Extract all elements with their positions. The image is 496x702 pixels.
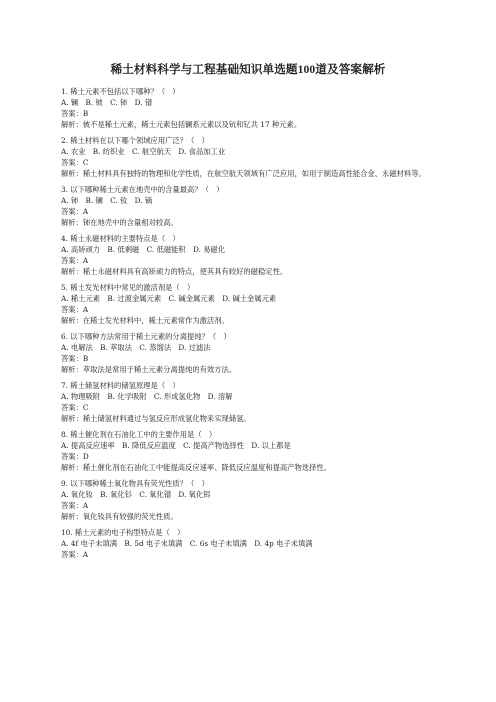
question-stem: 4. 稀土永磁材料的主要特点是（ ） <box>61 234 180 244</box>
question-answer: 答案：A <box>61 304 89 314</box>
question-explanation: 解析：稀土储氢材料通过与氢反应形成氢化物来实现储氢。 <box>61 413 251 423</box>
question-answer: 答案：A <box>61 500 89 510</box>
question-explanation: 解析：铍不是稀土元素，稀土元素包括镧系元素以及钪和钇共 17 种元素。 <box>61 119 302 129</box>
question-options: A. 高矫顽力 B. 低剩磁 C. 低磁能积 D. 易磁化 <box>61 244 226 254</box>
question-options: A. 农业 B. 纺织业 C. 航空航天 D. 食品加工业 <box>61 146 226 156</box>
question-answer: 答案：D <box>61 451 89 461</box>
question-stem: 8. 稀土催化剂在石油化工中的主要作用是（ ） <box>61 430 217 440</box>
question-2 <box>61 136 441 180</box>
question-answer: 答案：C <box>61 402 89 412</box>
question-stem: 7. 稀土储氢材料的储氢原理是（ ） <box>61 381 180 391</box>
question-explanation: 解析：铈在地壳中的含量相对较高。 <box>61 217 178 227</box>
question-answer: 答案：A <box>61 549 89 559</box>
question-stem: 10. 稀土元素的电子构型特点是（ ） <box>61 528 185 538</box>
question-answer: 答案：B <box>61 108 89 118</box>
question-8 <box>61 430 441 474</box>
question-7 <box>61 381 441 425</box>
question-stem: 1. 稀土元素不包括以下哪种？（ ） <box>61 87 180 96</box>
question-options: A. 物理吸附 B. 化学吸附 C. 形成氢化物 D. 溶解 <box>61 392 233 401</box>
question-answer: 答案：B <box>61 353 89 363</box>
question-stem: 9. 以下哪种稀土氧化物具有荧光性质？（ ） <box>61 479 209 489</box>
question-10 <box>61 528 441 561</box>
question-options: A. 提高反应速率 B. 降低反应温度 C. 提高产物选择性 D. 以上都是 <box>61 441 291 451</box>
question-explanation: 解析：稀土催化剂在石油化工中能提高反应速率、降低反应温度和提高产物选择性。 <box>61 462 331 472</box>
question-3 <box>61 185 441 229</box>
question-stem: 3. 以下哪种稀土元素在地壳中的含量最高？（ ） <box>61 185 224 195</box>
question-answer: 答案：C <box>61 157 89 167</box>
question-answer: 答案：A <box>61 206 89 216</box>
question-6 <box>61 332 441 376</box>
question-explanation: 解析：稀土材料具有独特的物理和化学性质，在航空航天领域有广泛应用，如用于制造高性能合金、永磁材料等。 <box>61 168 426 178</box>
question-4 <box>61 234 441 278</box>
question-stem: 6. 以下哪种方法常用于稀土元素的分离提纯？（ ） <box>61 332 231 342</box>
question-explanation: 解析：在稀土发光材料中，稀土元素常作为激活剂。 <box>61 315 229 325</box>
question-options: A. 镧 B. 铍 C. 铈 D. 镨 <box>61 97 153 107</box>
question-options: A. 稀土元素 B. 过渡金属元素 C. 碱金属元素 D. 碱土金属元素 <box>61 293 277 303</box>
question-1 <box>61 87 441 131</box>
question-explanation: 解析：萃取法是常用于稀土元素分离提纯的有效方法。 <box>61 364 237 374</box>
question-options: A. 氧化钕 B. 氧化钐 C. 氧化镨 D. 氧化铒 <box>61 490 211 500</box>
question-stem: 5. 稀土发光材料中常见的激活剂是（ ） <box>61 283 195 293</box>
question-explanation: 解析：氧化钕具有较强的荧光性质。 <box>61 511 178 521</box>
question-explanation: 解析：稀土永磁材料具有高矫顽力的特点，使其具有较好的磁稳定性。 <box>61 266 288 276</box>
question-5 <box>61 283 441 327</box>
question-options: A. 4f 电子未填满 B. 5d 电子未填满 C. 6s 电子未填满 D. 4p 电子未填满 <box>61 539 313 549</box>
question-list <box>61 87 441 566</box>
question-9 <box>61 479 441 523</box>
document-title: 稀土材料科学与工程基础知识单选题100道及答案解析 <box>110 63 386 76</box>
question-answer: 答案：A <box>61 255 89 265</box>
question-options: A. 铈 B. 镧 C. 钕 D. 镝 <box>61 195 153 205</box>
question-stem: 2. 稀土材料在以下哪个领域应用广泛？（ ） <box>61 136 209 146</box>
question-options: A. 电解法 B. 萃取法 C. 蒸馏法 D. 过滤法 <box>61 342 211 352</box>
